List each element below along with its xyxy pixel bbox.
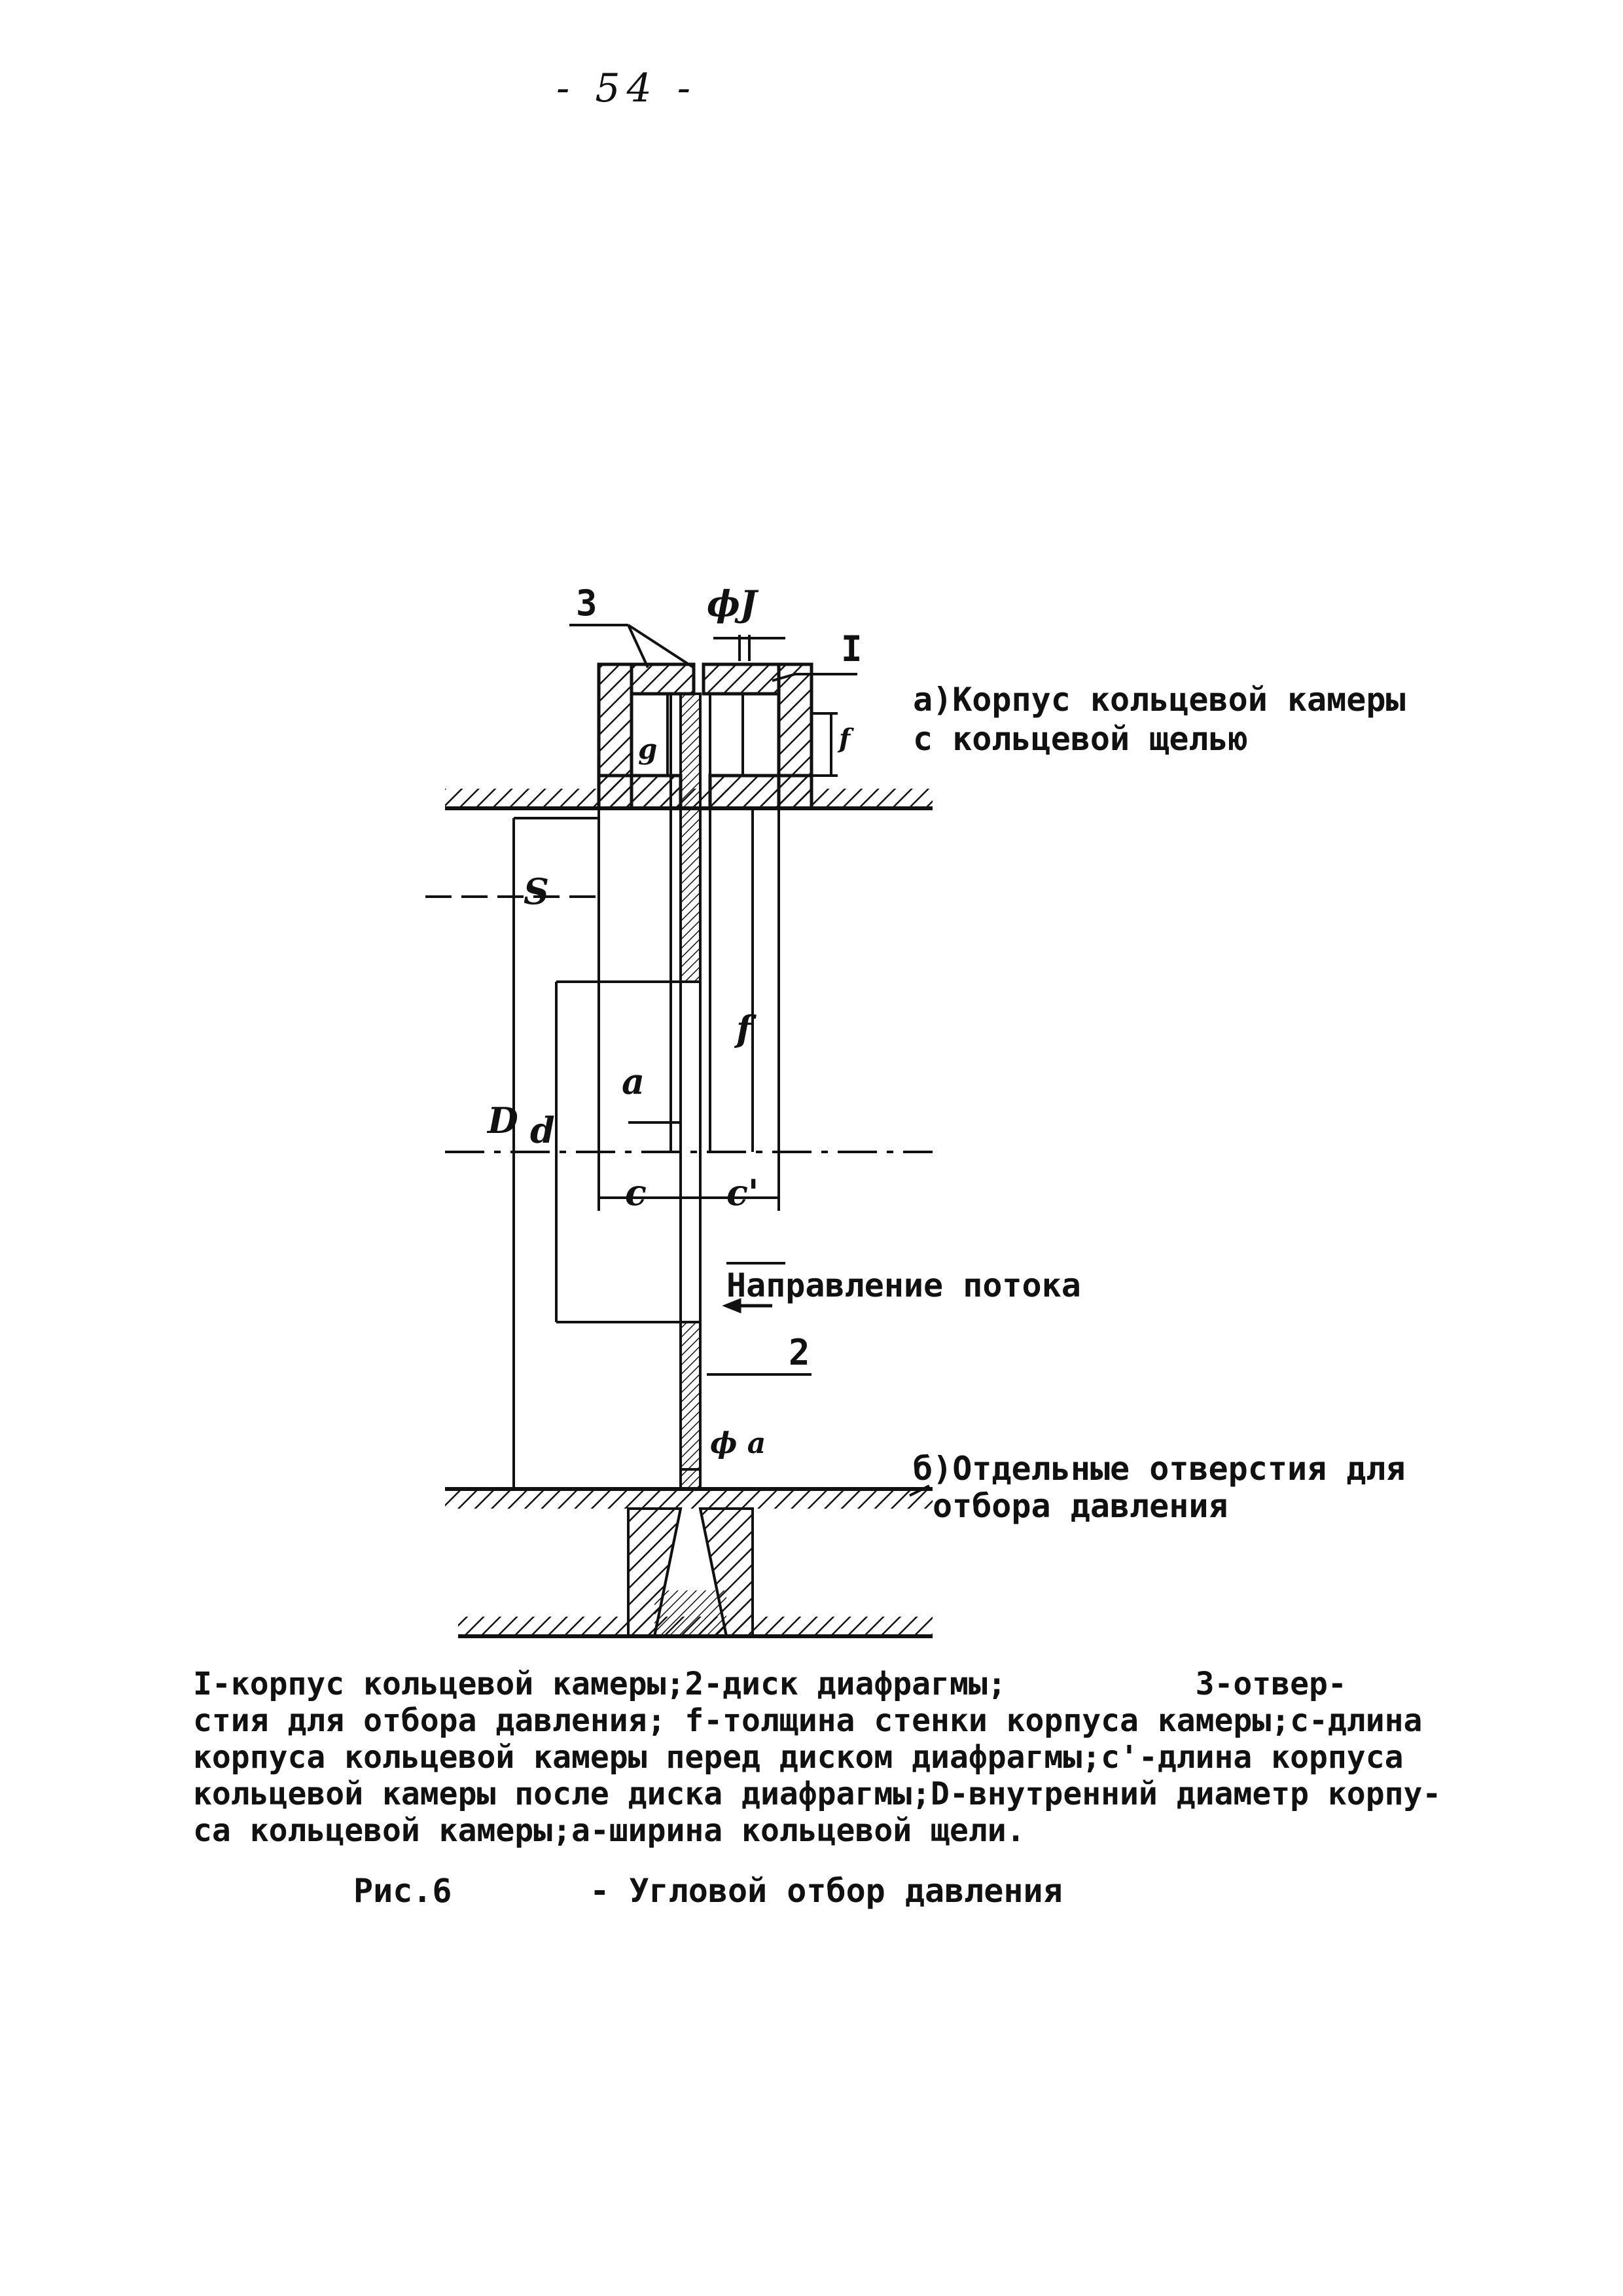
- page-number: - 54 -: [556, 65, 698, 111]
- dimension-lines: [425, 625, 929, 1496]
- part-number-3: 3: [576, 583, 597, 624]
- part-number-2: 2: [789, 1332, 810, 1373]
- dim-phi-a: ϕ a: [710, 1427, 766, 1460]
- dim-a: a: [622, 1060, 645, 1102]
- dim-g: g: [638, 733, 658, 765]
- label-a-title-2: с кольцевой щелью: [913, 720, 1248, 758]
- dim-f-side: f: [736, 1008, 752, 1050]
- legend-line: корпуса кольцевой камеры перед диском диафрагмы;с'-длина корпуса: [193, 1739, 1404, 1776]
- dim-f: f: [839, 723, 851, 754]
- label-a-title-1: а)Корпус кольцевой камеры: [913, 681, 1406, 719]
- dim-d-outer: D: [488, 1100, 518, 1141]
- legend-line: са кольцевой камеры;а-ширина кольцевой щели.: [193, 1812, 1026, 1849]
- dim-c-prime: c': [726, 1172, 759, 1213]
- figure-title: Рис.6 - Угловой отбор давления: [353, 1872, 1063, 1910]
- dim-c: c: [625, 1172, 647, 1213]
- bottom-flange: [458, 1509, 933, 1636]
- part-number-1: I: [841, 628, 863, 670]
- label-b-title-1: б)Отдельные отверстия для: [913, 1450, 1406, 1488]
- dim-phi-j: ϕJ: [707, 583, 757, 624]
- legend-line: I-корпус кольцевой камеры;2-диск диафрагмы; 3-отвер-: [193, 1666, 1347, 1702]
- legend-line: кольцевой камеры после диска диафрагмы;D-внутренний диаметр корпу-: [193, 1776, 1442, 1812]
- label-flow-direction: Направление потока: [726, 1266, 1081, 1304]
- diaphragm-disc: [681, 694, 700, 1489]
- label-b-title-2: отбора давления: [933, 1487, 1228, 1525]
- legend-line: стия для отбора давления; f-толщина стенки корпуса камеры;с-длина: [193, 1702, 1423, 1739]
- pipe-wall-bottom: [445, 1489, 933, 1509]
- figure-legend: [193, 1666, 1541, 1849]
- dim-d-inner: d: [530, 1109, 555, 1151]
- chamber-body: [599, 664, 812, 808]
- dim-s: S: [524, 870, 549, 912]
